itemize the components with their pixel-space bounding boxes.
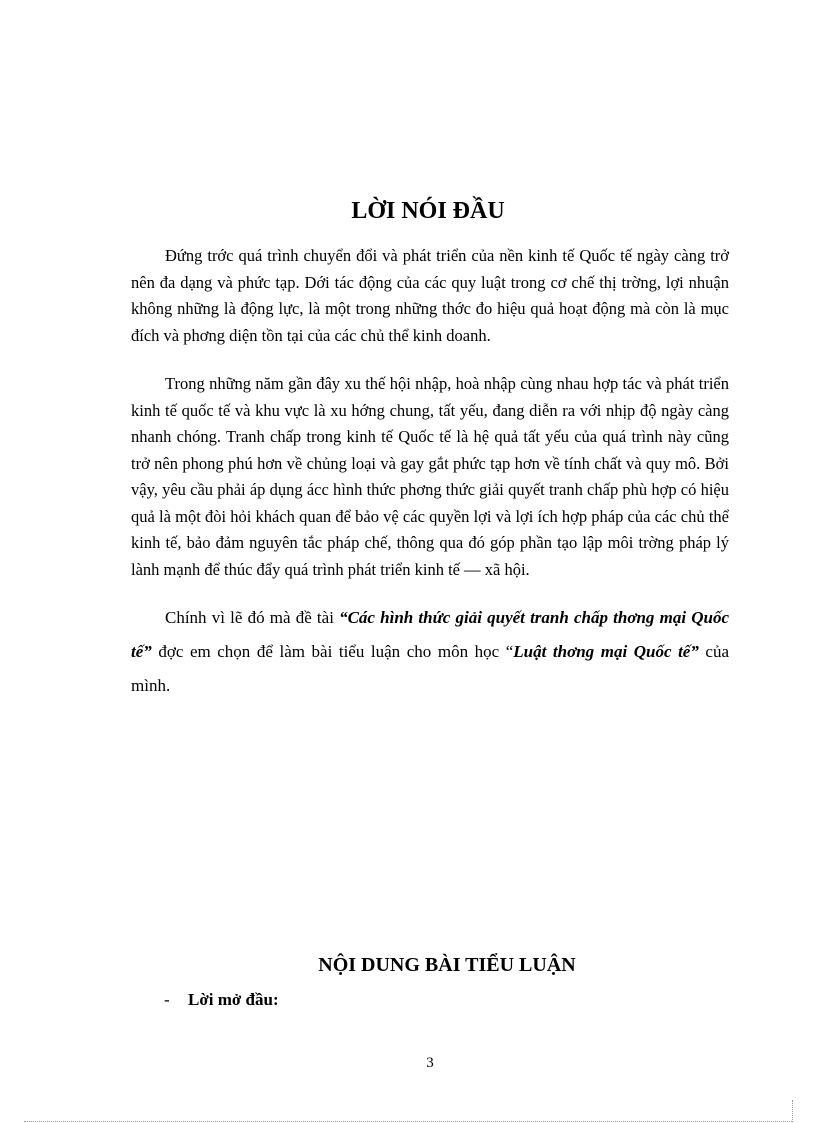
paragraph-topic <box>131 601 729 703</box>
page-number: 3 <box>426 1055 434 1071</box>
paragraph-topic-part-1: Chính vì lẽ đó mà đề tài <box>165 608 340 627</box>
toc-item-label: Lời mở đầu: <box>188 990 279 1009</box>
paragraph-intro-text: Đứng trớc quá trình chuyển đổi và phát triển của nền kinh tế Quốc tế ngày càng trở nên đa dạng và phức tạp. Dới tác động của các quy luật trong cơ chế thị trờng, lợi nhuận không những là động lực, là một trong những thớc đo hiệu quả hoạt động mà còn là mục đích và phơng diện tồn tại của các chủ thể kinh doanh. <box>131 246 729 345</box>
course-name-emphasis: Luật thơng mại Quốc tế” <box>513 642 699 661</box>
page-title: LỜI NÓI ĐẦU <box>351 198 505 224</box>
page-boundary-rule <box>24 1121 792 1122</box>
toc-item <box>164 990 279 1010</box>
paragraph-topic-part-2: đợc em chọn để làm bài tiểu luận cho môn học “ <box>151 642 514 661</box>
topic-title-emphasis: “Các hình thức giải quyết tranh chấp thơng mại Quốc tế” <box>131 608 729 661</box>
toc-item-bullet: - <box>164 990 170 1009</box>
paragraph-intro <box>131 243 729 349</box>
paragraph-topic-part-3: của mình. <box>131 642 730 695</box>
toc-heading: NỘI DUNG BÀI TIỂU LUẬN <box>318 954 576 976</box>
page-boundary-side-rule <box>792 1100 793 1122</box>
paragraph-trend <box>131 371 729 583</box>
paragraph-trend-text: Trong những năm gần đây xu thế hội nhập, hoà nhập cùng nhau hợp tác và phát triển kinh tế quốc tế và khu vực là xu hớng chung, tất yếu, đang diễn ra với nhịp độ ngày càng nhanh chóng. Tranh chấp trong kinh tế Quốc tế là hệ quả tất yếu của quá trình này cũng trở nên phong phú hơn về chủng loại và gay gắt phức tạp hơn về tính chất và quy mô. Bởi vậy, yêu cầu phải áp dụng ácc hình thức phơng thức giải quyết tranh chấp phù hợp có hiệu quả là một đòi hỏi khách quan để bảo vệ các quyền lợi và lợi ích hợp pháp của các chủ thể kinh tế, bảo đảm nguyên tắc pháp chế, thông qua đó góp phần tạo lập môi trờng pháp lý lành mạnh để thúc đẩy quá trình phát triển kinh tế — xã hội. <box>131 374 729 579</box>
